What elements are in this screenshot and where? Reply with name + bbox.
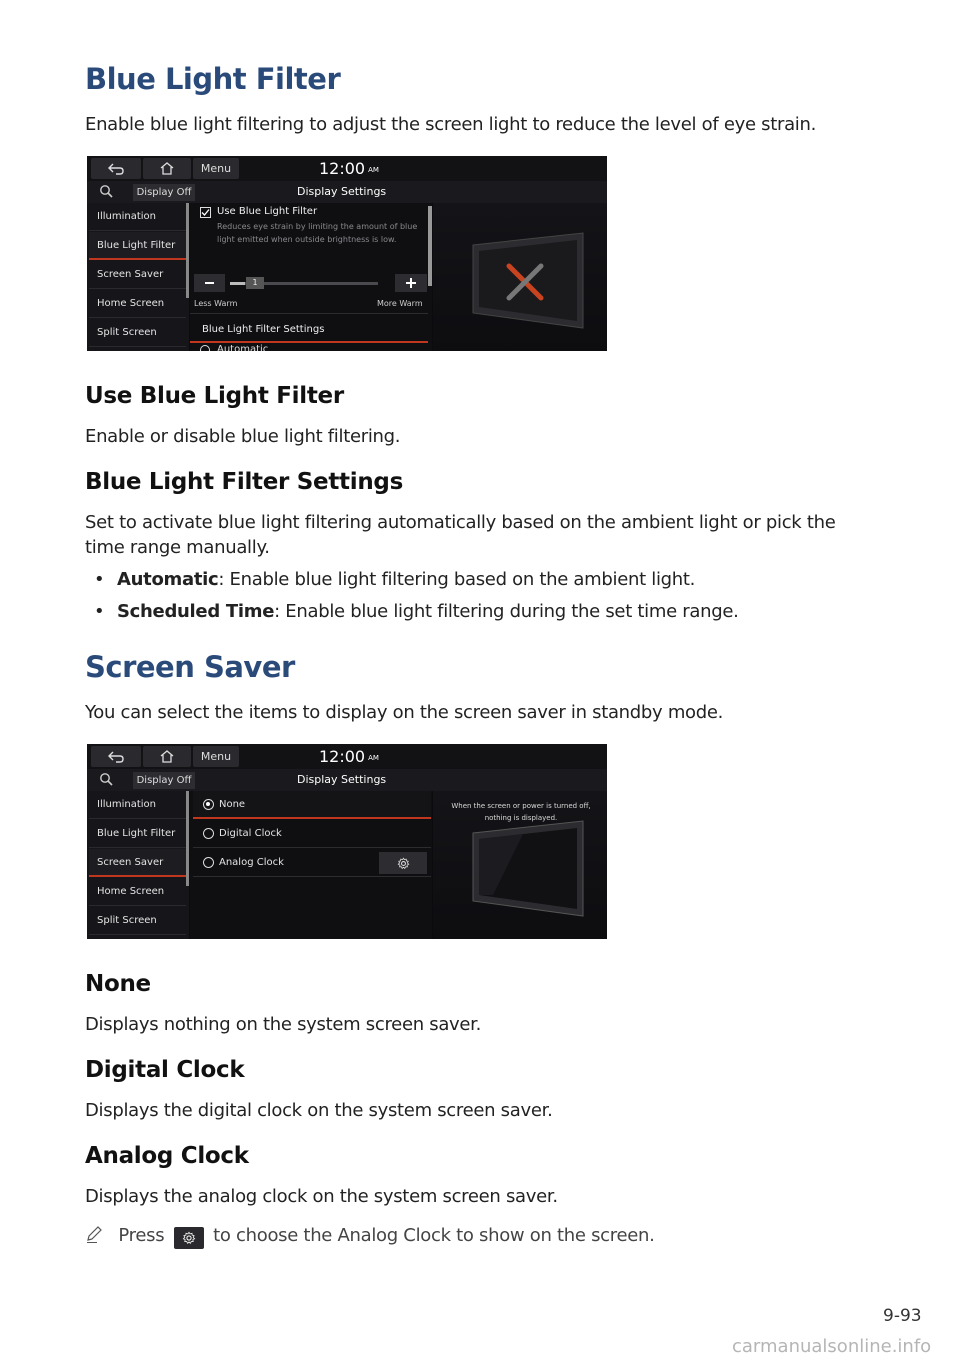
desc-digital-clock: Displays the digital clock on the system screen saver.: [85, 1100, 553, 1121]
home-icon: [160, 162, 174, 175]
search-icon: [99, 772, 113, 786]
sub-bar: [87, 769, 607, 791]
menu-scrollbar[interactable]: [186, 791, 189, 886]
bullet-term: Scheduled Time: [117, 601, 275, 622]
clock-ampm: AM: [368, 166, 379, 174]
menu-button[interactable]: Menu: [193, 158, 239, 179]
back-icon: [108, 751, 124, 763]
screenshot-blue-light-filter: [87, 156, 607, 351]
preview-panel: [433, 203, 607, 351]
back-button[interactable]: [91, 158, 141, 179]
preview-caption: When the screen or power is turned off, nothing is displayed.: [451, 802, 591, 822]
clock: [319, 159, 379, 178]
menu-item-blue-light-filter[interactable]: Blue Light Filter: [89, 232, 186, 260]
gear-icon: [182, 1231, 196, 1245]
page-number: 9-93: [883, 1306, 922, 1326]
use-blf-description: Reduces eye strain by limiting the amount of blue light emitted when outside brightness is low.: [217, 222, 418, 244]
bullet-dot: •: [94, 601, 105, 622]
section-intro: Enable blue light filtering to adjust the screen light to reduce the level of eye strain.: [85, 114, 817, 135]
section-title-screen-saver: Screen Saver: [85, 650, 295, 684]
automatic-radio[interactable]: [200, 345, 210, 351]
heading-analog-clock: Analog Clock: [85, 1143, 249, 1169]
bullet-dot: •: [94, 569, 105, 590]
selection-underline: [190, 341, 428, 343]
bullet-body: : Enable blue light filtering based on the ambient light.: [218, 569, 696, 590]
bullet-body: : Enable blue light filtering during the set time range.: [274, 601, 739, 622]
slider-fill: [230, 282, 245, 285]
use-blf-label: Use Blue Light Filter: [217, 206, 318, 217]
option-digital-clock-label: Digital Clock: [219, 828, 282, 839]
sub-bar: [87, 181, 607, 203]
warmth-slider[interactable]: [230, 278, 378, 287]
top-bar: [87, 744, 607, 769]
bullet-automatic: [94, 567, 696, 592]
heading-digital-clock: Digital Clock: [85, 1057, 245, 1083]
display-off-button[interactable]: Display Off: [133, 184, 195, 201]
bullet-automatic-text: [117, 567, 695, 592]
automatic-label: Automatic: [217, 344, 269, 351]
option-none-label: None: [219, 798, 246, 810]
check-icon: [201, 208, 210, 217]
menu-item-screen-saver[interactable]: Screen Saver: [89, 849, 186, 877]
menu-item-home-screen[interactable]: Home Screen: [89, 290, 186, 318]
gear-icon: [397, 857, 410, 870]
radio-selected-icon: [203, 799, 214, 810]
bullet-term: Automatic: [117, 569, 219, 590]
menu-item-split-screen[interactable]: Split Screen: [89, 907, 186, 935]
desc-use-blf: Enable or disable blue light filtering.: [85, 426, 401, 447]
top-bar: [87, 156, 607, 181]
menu-item-illumination[interactable]: Illumination: [89, 791, 186, 819]
menu-item-screen-saver[interactable]: Screen Saver: [89, 261, 186, 289]
home-button[interactable]: [143, 158, 191, 179]
menu-item-home-screen[interactable]: Home Screen: [89, 878, 186, 906]
back-icon: [108, 163, 124, 175]
home-icon: [160, 750, 174, 763]
note-rest: to choose the Analog Clock to show on the screen.: [213, 1225, 655, 1246]
menu-item-blue-light-filter[interactable]: Blue Light Filter: [89, 820, 186, 848]
divider: [190, 313, 428, 314]
slider-thumb[interactable]: 1: [246, 277, 264, 289]
bullet-scheduled-text: [117, 599, 739, 624]
back-button[interactable]: [91, 746, 141, 767]
clock-time: 12:00: [319, 159, 366, 178]
display-settings-title: Display Settings: [297, 185, 387, 198]
decrease-button[interactable]: [194, 274, 225, 292]
heading-none: None: [85, 971, 151, 997]
option-none[interactable]: [193, 791, 431, 819]
more-warm-label: More Warm: [377, 299, 423, 308]
menu-item-illumination[interactable]: Illumination: [89, 203, 186, 231]
bullet-scheduled-time: [94, 599, 739, 624]
monitor-tools-illustration: [433, 203, 607, 351]
less-warm-label: Less Warm: [194, 299, 238, 308]
desc-analog-clock: Displays the analog clock on the system screen saver.: [85, 1186, 558, 1207]
plus-icon-v: [410, 278, 412, 288]
blf-settings-label[interactable]: Blue Light Filter Settings: [202, 324, 325, 335]
search-icon: [99, 184, 113, 198]
minus-icon: [205, 282, 214, 284]
home-button[interactable]: [143, 746, 191, 767]
heading-use-blf: Use Blue Light Filter: [85, 383, 344, 409]
display-settings-title: Display Settings: [297, 773, 387, 786]
blf-content: [190, 203, 432, 351]
note-press: Press: [118, 1225, 165, 1246]
section-intro-screen-saver: You can select the items to display on the screen saver in standby mode.: [85, 702, 724, 723]
increase-button[interactable]: [395, 274, 427, 292]
settings-menu: [87, 203, 189, 351]
settings-menu: [87, 791, 189, 939]
desc-none: Displays nothing on the system screen saver.: [85, 1014, 482, 1035]
section-title-blue-light-filter: Blue Light Filter: [85, 62, 341, 96]
radio-icon: [203, 828, 214, 839]
watermark: carmanualsonline.info: [732, 1336, 932, 1357]
note: [85, 1223, 655, 1249]
gear-button-inline: [174, 1227, 204, 1249]
search-button[interactable]: [99, 184, 119, 200]
search-button[interactable]: [99, 772, 119, 788]
menu-item-split-screen[interactable]: Split Screen: [89, 319, 186, 347]
preview-panel: [433, 791, 607, 939]
use-blf-checkbox[interactable]: [200, 207, 211, 218]
clock-time: 12:00: [319, 747, 366, 766]
option-digital-clock[interactable]: [193, 820, 431, 848]
display-off-button[interactable]: Display Off: [133, 772, 195, 789]
content-scrollbar[interactable]: [428, 206, 432, 286]
pencil-note-icon: [85, 1226, 105, 1244]
menu-scrollbar[interactable]: [186, 203, 189, 298]
screenshot-screen-saver: [87, 744, 607, 939]
radio-icon: [203, 857, 214, 868]
screen-saver-options: [190, 791, 432, 939]
analog-clock-settings-button[interactable]: [379, 852, 427, 874]
desc-blf-settings: Set to activate blue light filtering automatically based on the ambient light or pick the time range manually.: [85, 512, 836, 558]
clock-ampm: AM: [368, 754, 379, 762]
clock: [319, 747, 379, 766]
option-analog-clock-label: Analog Clock: [219, 857, 284, 868]
menu-button[interactable]: Menu: [193, 746, 239, 767]
heading-blf-settings: Blue Light Filter Settings: [85, 469, 403, 495]
